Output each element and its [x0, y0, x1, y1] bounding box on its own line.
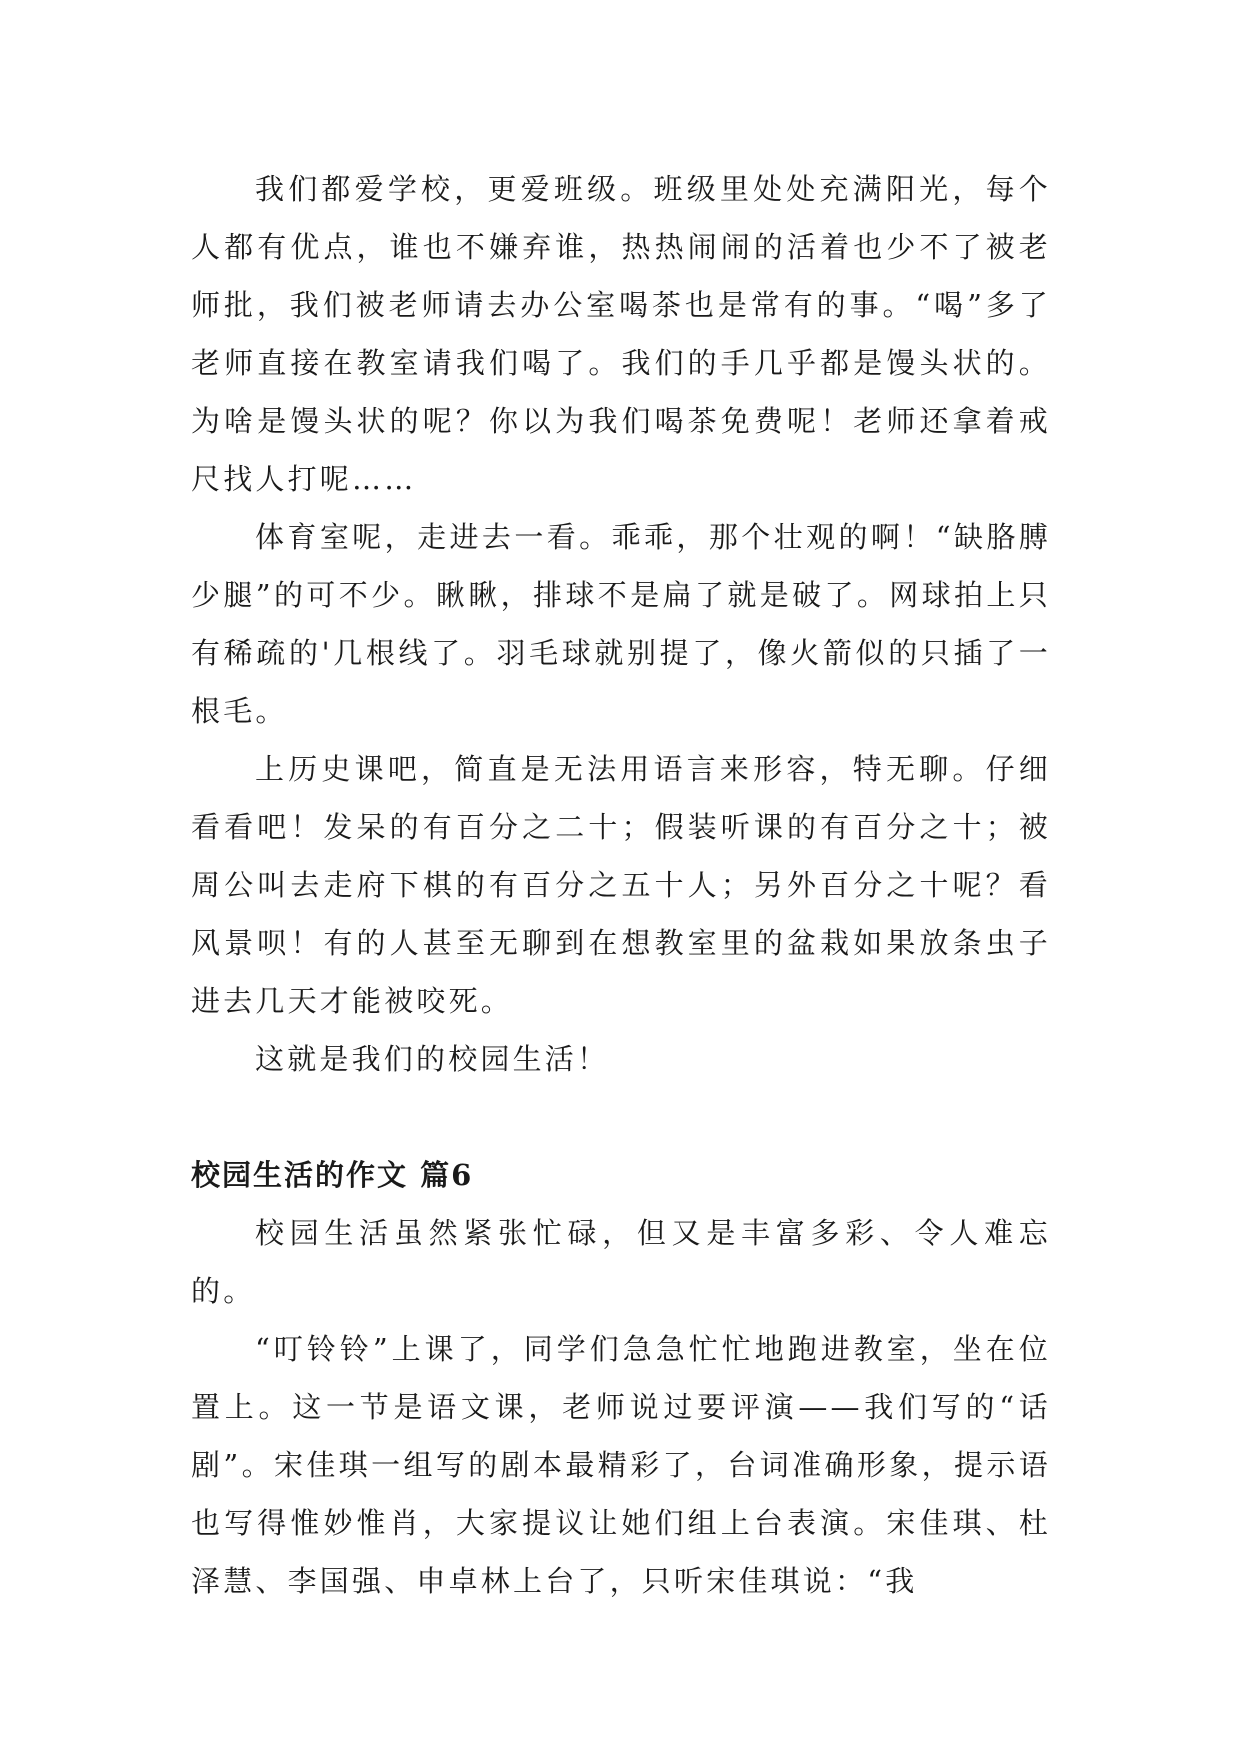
paragraph-chinese-class: “叮铃铃”上课了，同学们急急忙忙地跑进教室，坐在位置上。这一节是语文课，老师说过要评演——我们写的“话剧”。宋佳琪一组写的剧本最精彩了，台词准确形象，提示语也写得惟妙惟肖，大家提议让她们组上台表演。宋佳琪、杜泽慧、李国强、申卓林上台了，只听宋佳琪说：“我 [191, 1332, 1051, 1598]
paragraph-intro: 校园生活虽然紧张忙碌，但又是丰富多彩、令人难忘的。 [191, 1216, 1051, 1308]
paragraph-conclusion: 这就是我们的校园生活！ [255, 1042, 610, 1076]
paragraph-history-class: 上历史课吧，简直是无法用语言来形容，特无聊。仔细看看吧！发呆的有百分之二十；假装听课的有百分之十；被周公叫去走府下棋的有百分之五十人；另外百分之十呢？看风景呗！有的人甚至无聊到在想教室里的盆栽如果放条虫子进去几天才能被咬死。 [191, 752, 1051, 1018]
paragraph-class-life: 我们都爱学校，更爱班级。班级里处处充满阳光，每个人都有优点，谁也不嫌弃谁，热热闹闹的活着也少不了被老师批，我们被老师请去办公室喝茶也是常有的事。“喝”多了老师直接在教室请我们喝了。我们的手几乎都是馒头状的。为啥是馒头状的呢？你以为我们喝茶免费呢！老师还拿着戒尺找人打呢…… [191, 172, 1051, 496]
section-title: 校园生活的作文 篇6 [191, 1158, 474, 1192]
paragraph-gym-room: 体育室呢，走进去一看。乖乖，那个壮观的啊！“缺胳膊少腿”的可不少。瞅瞅，排球不是扁了就是破了。网球拍上只有稀疏的'几根线了。羽毛球就别提了，像火箭似的只插了一根毛。 [191, 520, 1051, 728]
document-body [191, 160, 1051, 1610]
